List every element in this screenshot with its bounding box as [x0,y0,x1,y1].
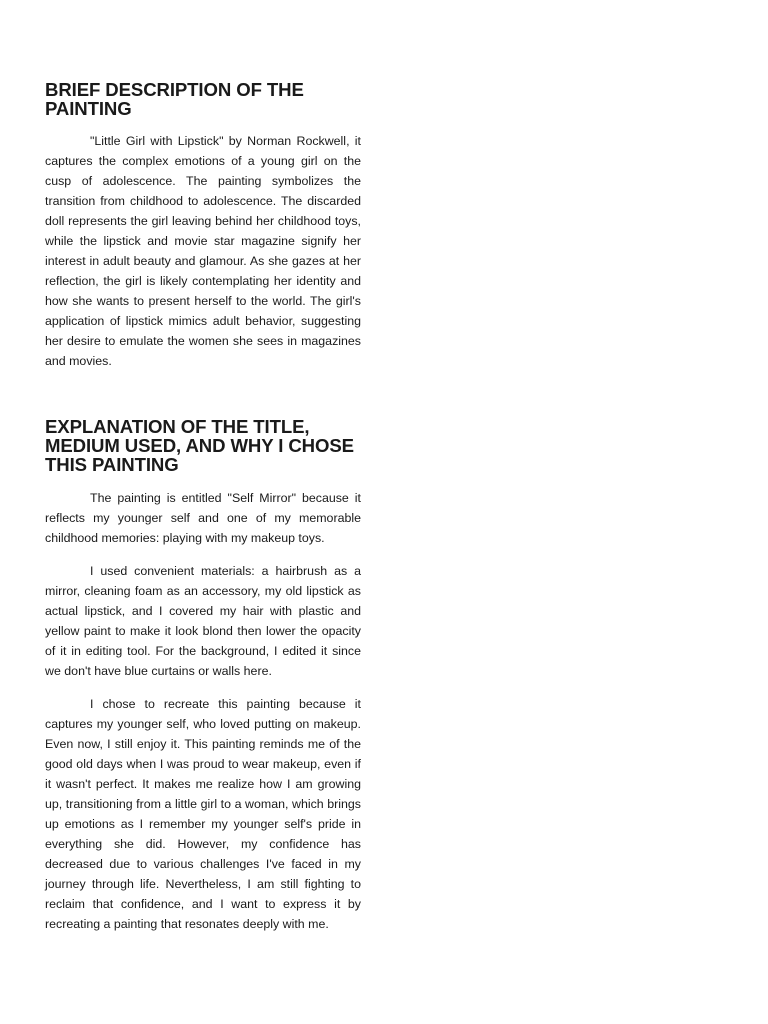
section-brief-description [45,80,361,371]
body-paragraph: The painting is entitled "Self Mirror" because it reflects my younger self and one of my memorable childhood memories: playing with my makeup toys. [45,491,361,545]
section-heading: BRIEF DESCRIPTION OF THE PAINTING [45,79,304,119]
section-explanation [45,417,361,934]
body-paragraph: I used convenient materials: a hairbrush as a mirror, cleaning foam as an accessory, my old lipstick as actual lipstick, and I covered my hair with plastic and yellow paint to make it look blond then lower the opacity of it in editing tool. For the background, I edited it since we don't have blue curtains or walls here. [45,564,361,678]
document-page [45,80,361,947]
body-paragraph: I chose to recreate this painting because it captures my younger self, who loved putting on makeup. Even now, I still enjoy it. This painting reminds me of the good old days when I was proud to wear makeup, even if it wasn't perfect. It makes me realize how I am growing up, transitioning from a little girl to a woman, which brings up emotions as I remember my younger self's pride in everything she did. However, my confidence has decreased due to various challenges I've faced in my journey through life. Nevertheless, I am still fighting to reclaim that confidence, and I want to express it by recreating a painting that resonates deeply with me. [45,697,361,931]
body-paragraph: "Little Girl with Lipstick" by Norman Rockwell, it captures the complex emotions of a young girl on the cusp of adolescence. The painting symbolizes the transition from childhood to adolescence. The discarded doll represents the girl leaving behind her childhood toys, while the lipstick and movie star magazine signify her interest in adult beauty and glamour. As she gazes at her reflection, the girl is likely contemplating her identity and how she wants to present herself to the world. The girl's application of lipstick mimics adult behavior, suggesting her desire to emulate the women she sees in magazines and movies. [45,134,361,368]
section-heading: EXPLANATION OF THE TITLE, MEDIUM USED, AND WHY I CHOSE THIS PAINTING [45,416,354,475]
